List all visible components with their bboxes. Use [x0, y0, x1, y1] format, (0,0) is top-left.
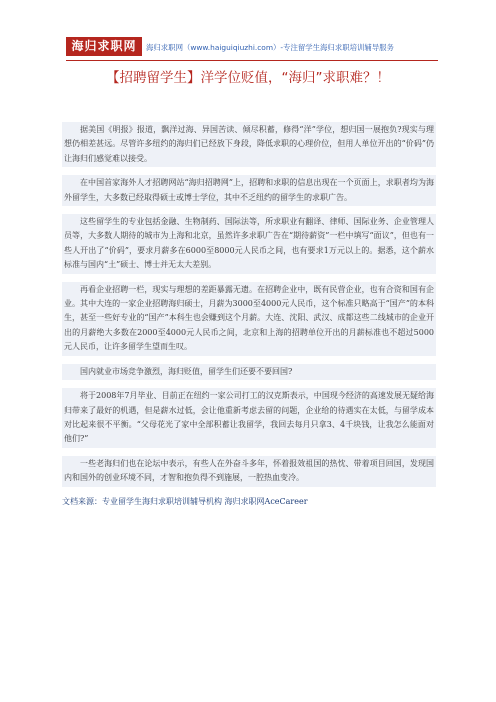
paragraph-5: 国内就业市场竞争激烈，海归贬值，留学生们还要不要回国? — [62, 364, 436, 380]
paragraph-4: 再看企业招聘一栏，现实与理想的差距暴露无遗。在招聘企业中，既有民营企业，也有合资和国有企业。其中大连的一家企业招聘海归硕士，月薪为3000至4000元人民币，这个标准只略高于“国产”的本科生，甚至一些好专业的“国产”本科生也会赚到这个月薪。大连、沈阳、武汉、成都这些二线城市的企业开出的月薪绝大多数在2000至4000元人民币之间，北京和上海的招聘单位开出的月薪标准也不超过5000元人民币，让许多留学生望而生叹。 — [62, 282, 436, 356]
document-source: 文档来源：专业留学生海归求职培训辅导机构 海归求职网AceCareer — [62, 496, 308, 506]
site-tagline: 海归求职网（www.haiguiqiuzhi.com）-专注留学生海归求职培训辅导服务 — [146, 43, 394, 52]
paragraph-7: 一些老海归们也在论坛中表示，有些人在外奋斗多年，怀着报效祖国的热忱、带着项目回国，发现国内和国外的创业环境不同，才智和抱负得不到施展，一腔热血变冷。 — [62, 456, 436, 487]
article-title: 【招聘留学生】洋学位贬值，“海归”求职难？！ — [106, 70, 390, 86]
paragraph-3: 这些留学生的专业包括金融、生物制药、国际法等，所求职业有翻译、律师、国际业务、企业管理人员等，大多数人期待的城市为上海和北京，虽然许多求职广告在“期待薪资”一栏中填写“面议”，但也有一些人开出了“价码”，要求月薪多在6000至8000元人民币之间，也有要求1万元以上的。据悉，这个薪水标准与国内“土”硕士、博士并无太大差别。 — [62, 214, 436, 274]
paragraph-2: 在中国首家海外人才招聘网站“海归招聘网”上，招聘和求职的信息出现在一个页面上，求职者均为海外留学生，大多数已经取得硕士或博士学位，其中不乏纽约的留学生的求职广告。 — [62, 175, 436, 206]
article-body — [62, 122, 436, 507]
paragraph-6: 将于2008年7月毕业、目前正在纽约一家公司打工的汉克斯表示，中国现今经济的高速发展无疑给海归带来了最好的机遇，但是薪水过低，会让他重新考虑去留的问题，企业给的待遇实在太低，与留学成本对比起来很不平衡。“父母花光了家中全部积蓄让我留学，我回去每月只拿3、4千块钱，让我怎么能面对他们?” — [62, 388, 436, 448]
paragraph-1: 据美国《明报》报道，飘洋过海、异国苦读、倾尽积蓄，修得“洋”学位，想归国一展抱负?现实与理想仍相差甚远。尽管许多纽约的海归们已经放下身段，降低求职的心理价位，但用人单位开出的“价码”仍让海归们感觉难以接受。 — [62, 122, 436, 167]
page-header — [66, 37, 438, 59]
site-logo[interactable]: 海归求职网 — [66, 37, 142, 56]
header-divider — [66, 60, 438, 61]
